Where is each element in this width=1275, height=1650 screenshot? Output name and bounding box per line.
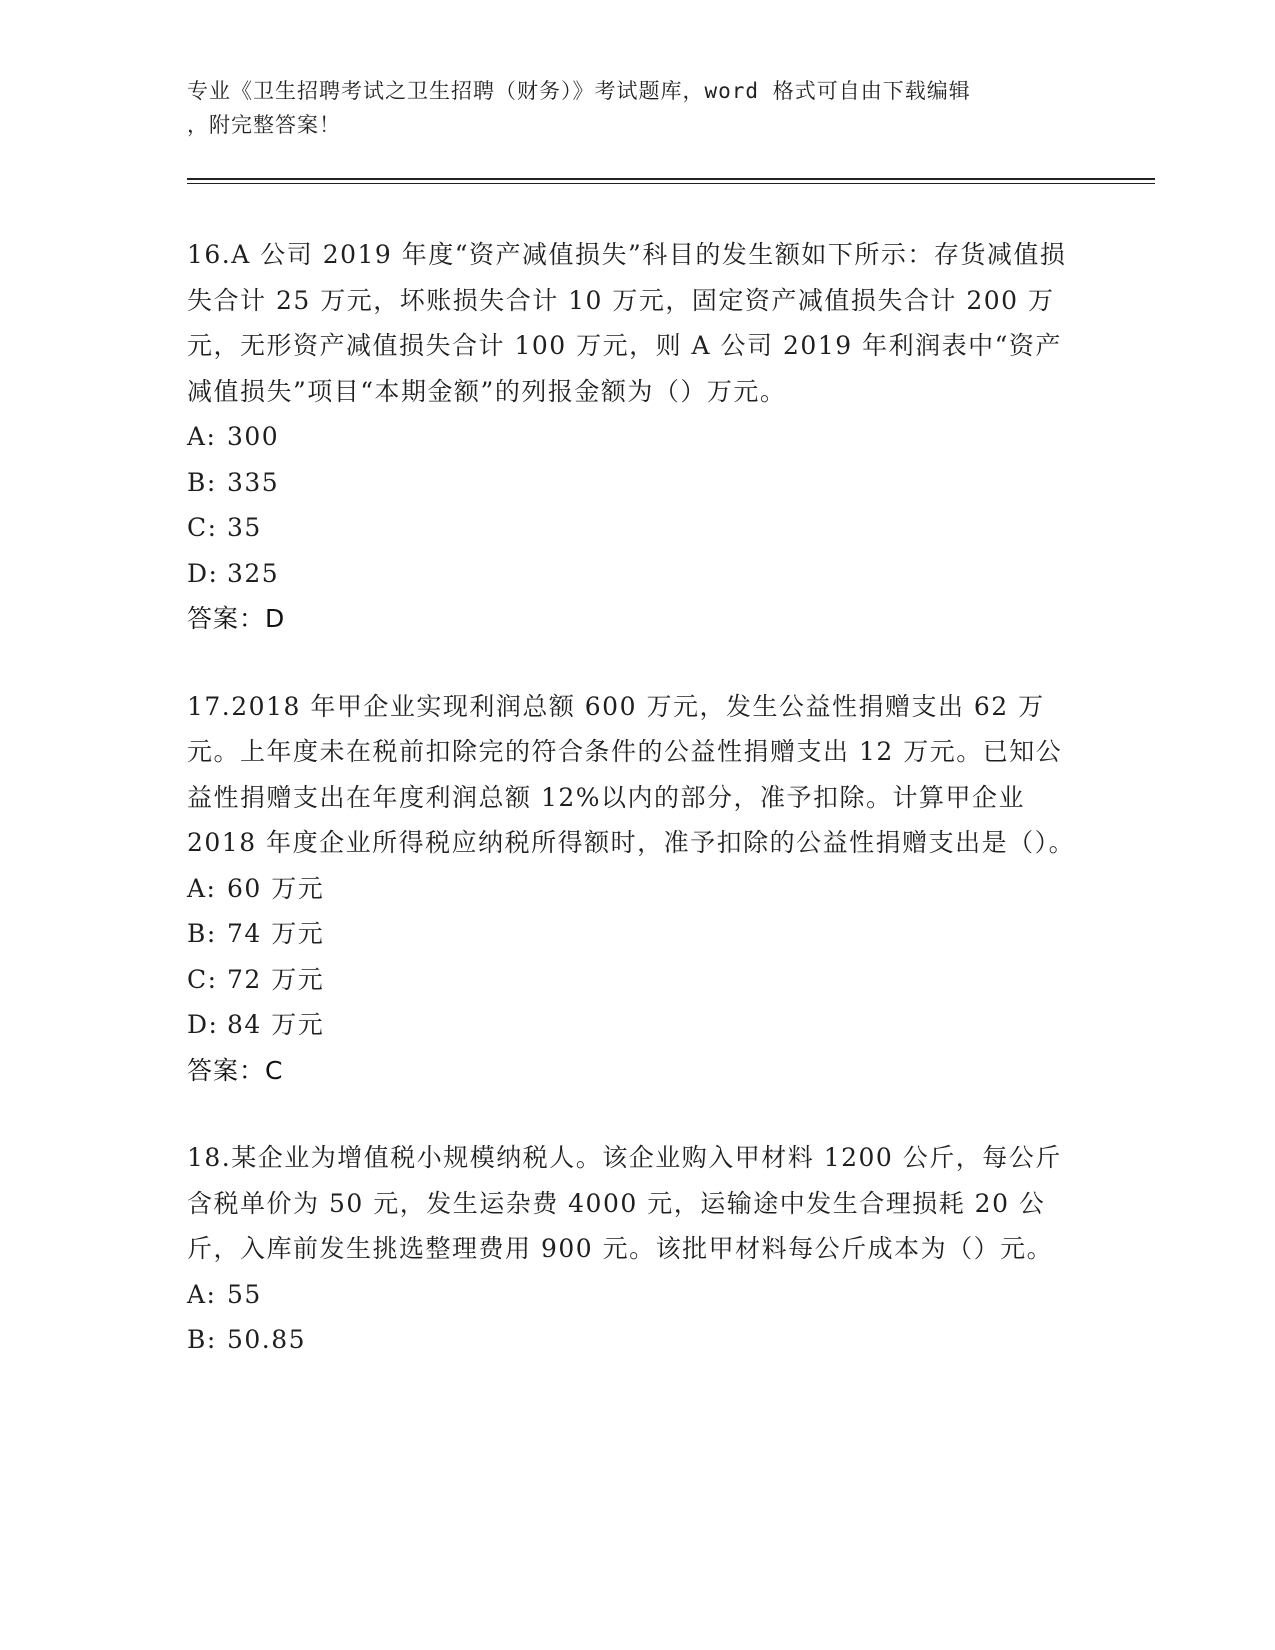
option-label: C: [187, 513, 218, 542]
header-divider-thin [187, 183, 1155, 184]
answer-line: 答案：C [187, 1055, 284, 1085]
question-18 [187, 1135, 1087, 1363]
option-label: A: [187, 1279, 217, 1309]
option-label: C: [187, 964, 218, 994]
option-value: 72 万元 [227, 964, 325, 994]
option-b [187, 911, 1087, 957]
question-17 [187, 684, 1087, 1094]
question-16 [187, 232, 1087, 642]
option-label: B: [187, 919, 217, 948]
option-d [187, 551, 1087, 597]
question-text: 18.某企业为增值税小规模纳税人。该企业购入甲材料 1200 公斤，每公斤含税单价为 50 元，发生运杂费 4000 元，运输途中发生合理损耗 20 公斤，入库前发生挑选整理费用 900 元。该批甲材料每公斤成本为（）元。 [187, 1143, 1062, 1263]
option-label: A: [187, 873, 217, 903]
option-b [187, 1317, 1087, 1363]
header-title-line-1: 专业《卫生招聘考试之卫生招聘（财务）》考试题库，word 格式可自由下载编辑 [187, 79, 971, 103]
question-list [187, 232, 1087, 1405]
option-label: D: [187, 558, 219, 588]
option-a [187, 866, 1087, 912]
option-d [187, 1002, 1087, 1048]
option-value: 335 [227, 467, 280, 497]
option-list [187, 414, 1087, 596]
option-value: 84 万元 [227, 1010, 325, 1039]
option-list [187, 1272, 1087, 1363]
question-text: 16.A 公司 2019 年度“资产减值损失”科目的发生额如下所示：存货减值损失合计 25 万元，坏账损失合计 10 万元，固定资产减值损失合计 200 万元，无形资产减值损失合计 100 万元，则 A 公司 2019 年利润表中“资产减值损失”项目“本期金额”的列报金额为（）万元。 [187, 240, 1067, 406]
option-value: 50.85 [227, 1325, 307, 1354]
page-header [187, 74, 1087, 142]
option-label: B: [187, 467, 217, 497]
option-a [187, 414, 1087, 460]
answer-line: 答案：D [187, 604, 286, 633]
option-list [187, 866, 1087, 1048]
option-value: 60 万元 [227, 873, 325, 903]
option-label: B: [187, 1325, 217, 1354]
option-c [187, 957, 1087, 1003]
header-divider-thick [187, 178, 1155, 180]
option-label: D: [187, 1010, 219, 1039]
option-b [187, 460, 1087, 506]
option-value: 325 [227, 558, 280, 588]
option-value: 74 万元 [227, 919, 325, 948]
option-label: A: [187, 422, 217, 451]
question-text: 17.2018 年甲企业实现利润总额 600 万元，发生公益性捐赠支出 62 万元。上年度未在税前扣除完的符合条件的公益性捐赠支出 12 万元。已知公益性捐赠支出在年度利润总额 12%以内的部分，准予扣除。计算甲企业 2018 年度企业所得税应纳税所得额时，准予扣除的公益性捐赠支出是（）。 [187, 691, 1076, 857]
option-value: 35 [227, 513, 262, 542]
option-a [187, 1272, 1087, 1318]
option-value: 55 [227, 1279, 262, 1309]
option-c [187, 505, 1087, 551]
header-title-line-2: ，附完整答案！ [187, 113, 341, 137]
option-value: 300 [227, 422, 280, 451]
